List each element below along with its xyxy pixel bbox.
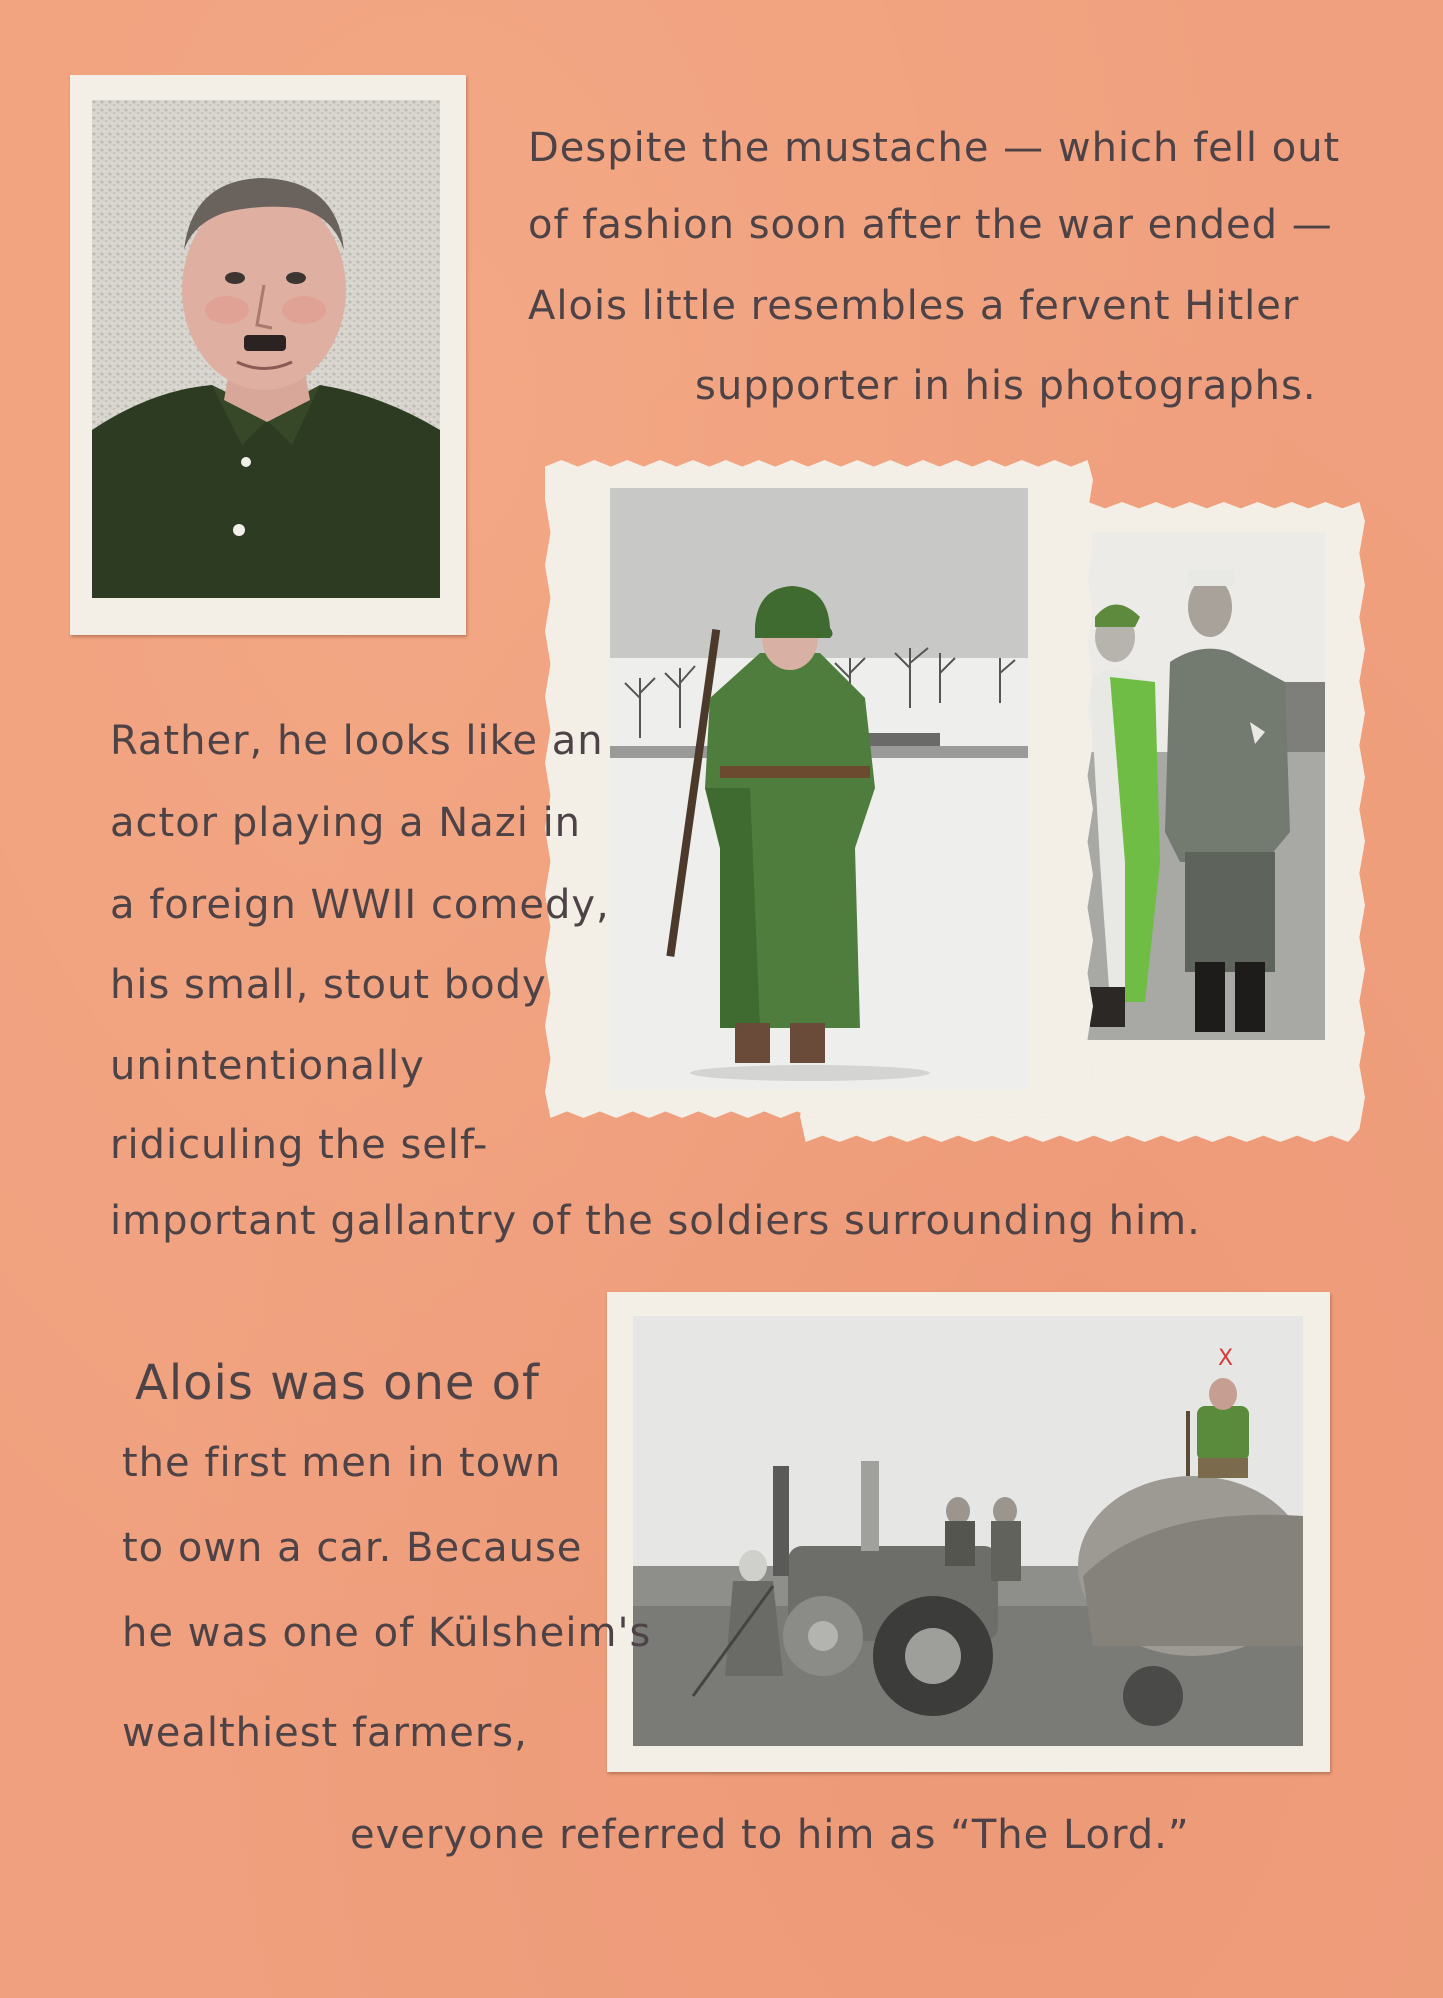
- paragraph-2-line-6: ridiculing the self-: [110, 1122, 489, 1168]
- soldier-photo: [545, 460, 1093, 1118]
- paragraph-2-line-1: Rather, he looks like an: [110, 718, 604, 764]
- paragraph-2-line-5: unintentionally: [110, 1043, 425, 1089]
- tractor-image: [633, 1316, 1303, 1746]
- paragraph-2-line-4: his small, stout body: [110, 962, 547, 1008]
- x-mark: X: [1218, 1346, 1234, 1371]
- two-soldiers-image: [1070, 532, 1325, 1040]
- paragraph-2-line-3: a foreign WWII comedy,: [110, 882, 610, 928]
- soldier-image: [610, 488, 1028, 1090]
- paragraph-1-line-2: of fashion soon after the war ended —: [528, 202, 1333, 248]
- portrait-photo: [70, 75, 466, 635]
- paragraph-3-line-4: he was one of Külsheim's: [122, 1610, 652, 1656]
- portrait-image: [92, 100, 440, 598]
- paragraph-3-line-1: Alois was one of: [135, 1355, 540, 1411]
- paragraph-3-line-2: the first men in town: [122, 1440, 562, 1486]
- paragraph-3-line-5: wealthiest farmers,: [122, 1710, 528, 1756]
- paragraph-2-line-2: actor playing a Nazi in: [110, 800, 582, 846]
- paragraph-2-line-7: important gallantry of the soldiers surrounding him.: [110, 1198, 1201, 1244]
- paragraph-1-line-1: Despite the mustache — which fell out: [528, 125, 1341, 171]
- paragraph-1-line-3: Alois little resembles a fervent Hitler: [528, 283, 1300, 329]
- tractor-photo: [607, 1292, 1330, 1772]
- paragraph-3-line-6: everyone referred to him as “The Lord.”: [350, 1812, 1190, 1858]
- paragraph-1-line-4: supporter in his photographs.: [695, 363, 1317, 409]
- paragraph-3-line-3: to own a car. Because: [122, 1525, 583, 1571]
